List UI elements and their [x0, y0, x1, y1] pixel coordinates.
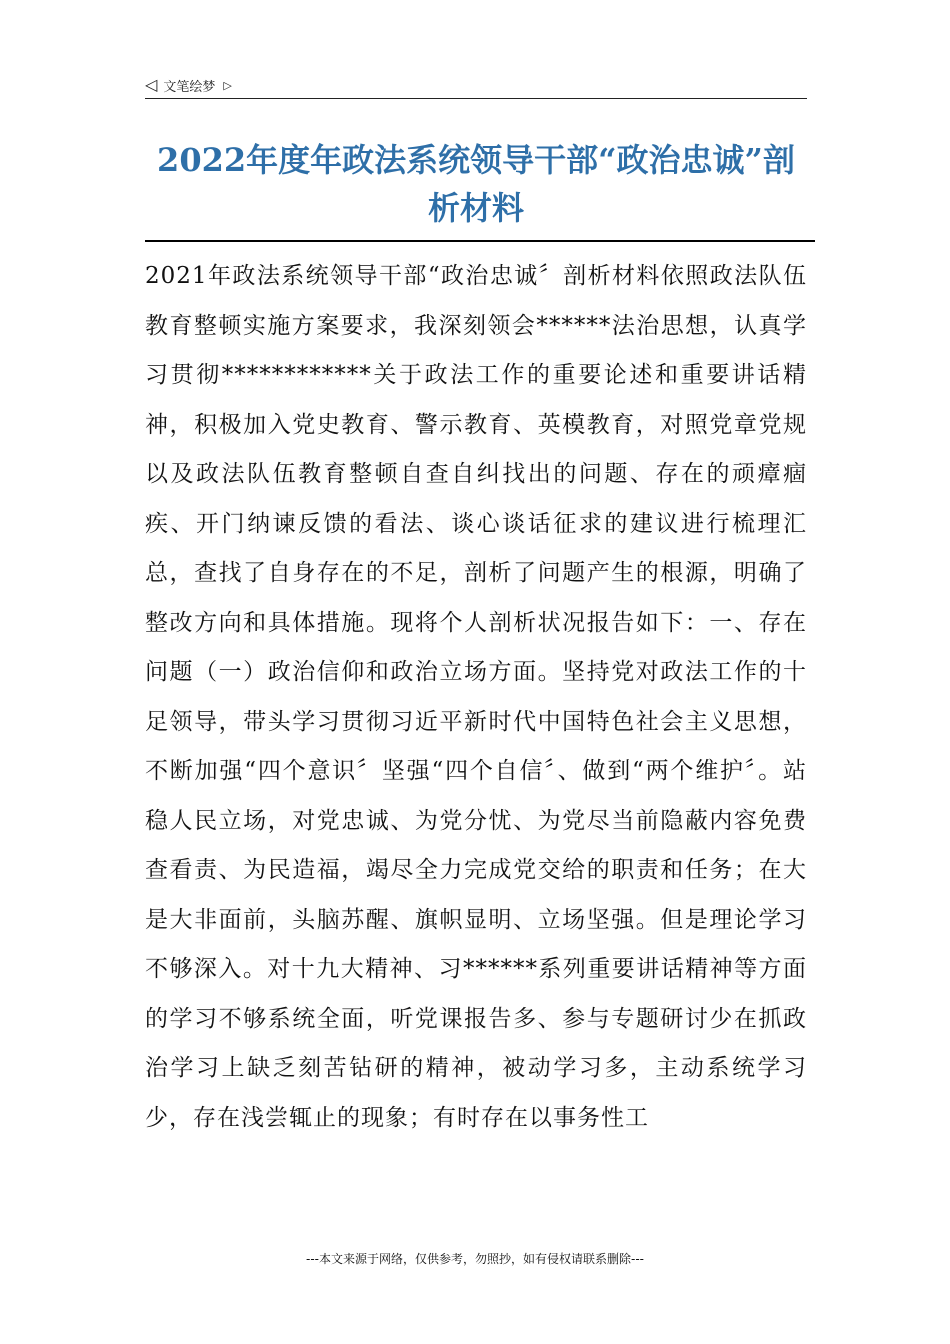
header-brand: 文笔绘梦	[163, 79, 216, 95]
footer-notice: ---本文来源于网络，仅供参考，勿照抄，如有侵权请联系删除---	[306, 1252, 644, 1266]
triangle-left-icon: ◁	[145, 75, 158, 94]
page-header	[145, 72, 807, 99]
document-body: 2021年政法系统领导干部“政治忠诚〞剖析材料依照政法队伍教育整顿实施方案要求，我深刻领会******法治思想，认真学习贯彻************关于政法工作的重要论述和重要讲话精神，积极加入党史教育、警示教育、英模教育，对照党章党规以及政法队伍教育整顿自查自纠找出的问题、存在的顽瘴痼疾、开门纳谏反馈的看法、谈心谈话征求的建议进行梳理汇总，查找了自身存在的不足，剖析了问题产生的根源，明确了整改方向和具体措施。现将个人剖析状况报告如下：一、存在问题（一）政治信仰和政治立场方面。坚持党对政法工作的十足领导，带头学习贯彻习近平新时代中国特色社会主义思想，不断加强“四个意识〞坚强“四个自信〞、做到“两个维护〞。站稳人民立场，对党忠诚、为党分忧、为党尽当前隐蔽内容免费查看责、为民造福，竭尽全力完成党交给的职责和任务；在大是大非面前，头脑苏醒、旗帜显明、立场坚强。但是理论学习不够深入。对十九大精神、习******系列重要讲话精神等方面的学习不够系统全面，听党课报告多、参与专题研讨少在抓政治学习上缺乏刻苦钻研的精神，被动学习多，主动系统学习少，存在浅尝辄止的现象；有时存在以事务性工	[145, 263, 807, 1131]
triangle-right-icon: ▷	[223, 78, 232, 92]
title-divider	[145, 240, 815, 242]
document-title: 2022年度年政法系统领导干部“政治忠诚”剖析材料	[157, 141, 795, 227]
